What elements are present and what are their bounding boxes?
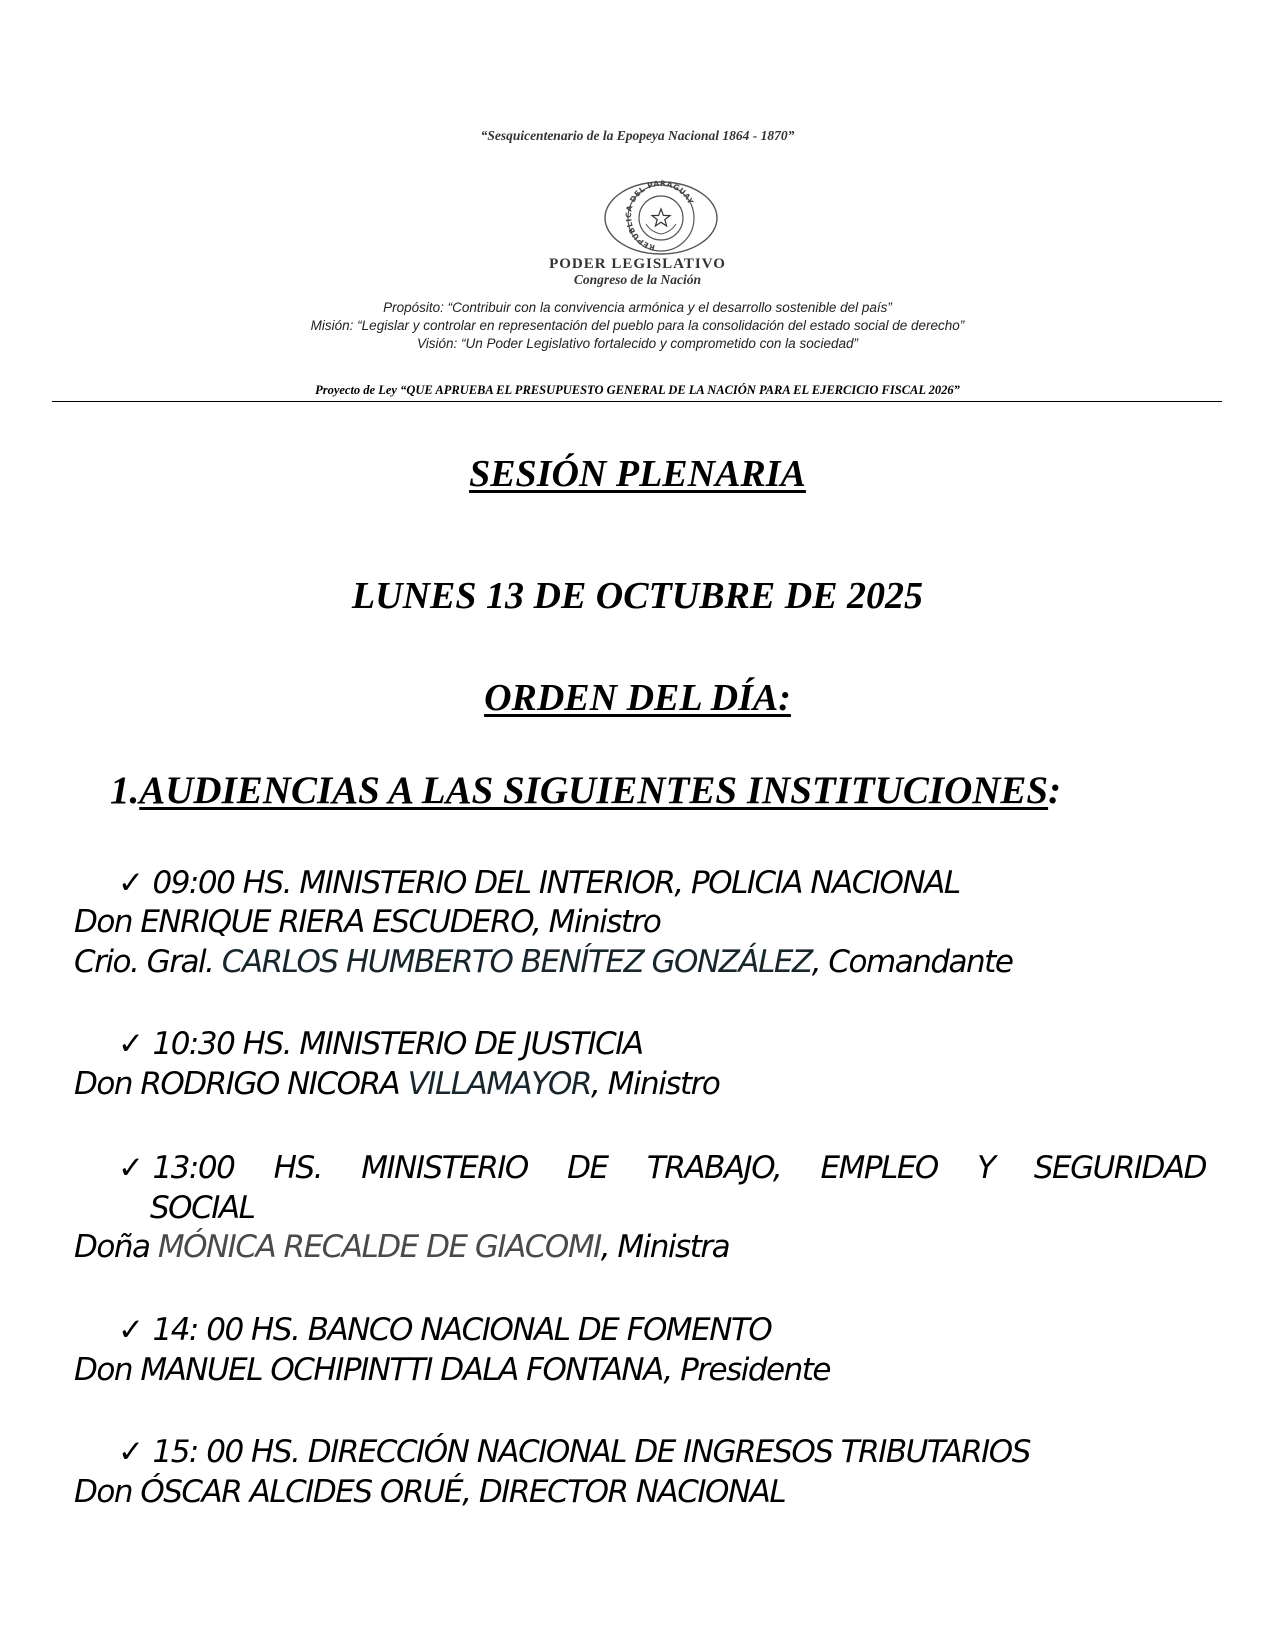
agenda-title xyxy=(0,676,1275,720)
session-title xyxy=(0,452,1275,496)
check-icon: ✓ xyxy=(118,1150,143,1186)
bill-title: Proyecto de Ley “QUE APRUEBA EL PRESUPUESTO GENERAL DE LA NACIÓN PARA EL EJERCICIO FISCAL 2026” xyxy=(315,383,960,397)
agenda-item-official xyxy=(74,1229,730,1265)
agenda-item-heading-text: 10:30 HS. MINISTERIO DE JUSTICIA xyxy=(152,1026,643,1062)
heading-word: DE xyxy=(567,1150,608,1186)
agenda-item-official xyxy=(74,904,661,940)
official-text: Don ENRIQUE RIERA ESCUDERO, Ministro xyxy=(74,904,661,940)
session-date: LUNES 13 DE OCTUBRE DE 2025 xyxy=(351,575,924,617)
official-name: VILLAMAYOR xyxy=(407,1066,591,1102)
agenda-item-heading-continued: SOCIAL xyxy=(150,1190,255,1226)
agenda-item-heading xyxy=(118,1312,772,1348)
agenda-item-heading xyxy=(118,1434,1030,1470)
agenda-item-heading-text: 14: 00 HS. BANCO NACIONAL DE FOMENTO xyxy=(152,1312,772,1348)
check-icon: ✓ xyxy=(118,865,143,901)
vision-line: Visión: “Un Poder Legislativo fortalecido y comprometido con la sociedad” xyxy=(417,336,858,351)
section-colon: : xyxy=(1048,769,1062,812)
heading-word: SEGURIDAD xyxy=(1033,1150,1206,1186)
official-text: Don MANUEL OCHIPINTTI DALA FONTANA, Presidente xyxy=(74,1352,830,1388)
purpose-line: Propósito: “Contribuir con la convivencia armónica y el desarrollo sostenible del país” xyxy=(383,300,892,315)
official-name: CARLOS HUMBERTO BENÍTEZ GONZÁLEZ xyxy=(221,944,812,980)
official-text: Don ÓSCAR ALCIDES ORUÉ, DIRECTOR NACIONAL xyxy=(74,1474,786,1510)
organization-name: PODER LEGISLATIVO xyxy=(549,256,726,272)
session-title-text: SESIÓN PLENARIA xyxy=(469,453,806,495)
motto: “Sesquicentenario de la Epopeya Nacional 1864 - 1870” xyxy=(480,128,795,143)
heading-word: MINISTERIO xyxy=(361,1150,528,1186)
agenda-item-heading-text: 09:00 HS. MINISTERIO DEL INTERIOR, POLICIA NACIONAL xyxy=(152,865,960,901)
agenda-item-heading xyxy=(118,1150,1206,1186)
agenda-item-official xyxy=(74,1066,720,1102)
organization-subtitle: Congreso de la Nación xyxy=(573,272,702,287)
agenda-title-text: ORDEN DEL DÍA: xyxy=(484,677,791,719)
check-icon: ✓ xyxy=(118,1026,143,1062)
section-number: 1. xyxy=(110,769,140,812)
official-role: , Ministra xyxy=(600,1229,730,1265)
mission-line: Misión: “Legislar y controlar en representación del pueblo para la consolidación del estado social de derecho” xyxy=(310,318,965,333)
official-role: , Ministro xyxy=(590,1066,720,1102)
official-name: MÓNICA RECALDE DE GIACOMI xyxy=(157,1229,601,1265)
agenda-item-official xyxy=(74,1474,786,1510)
agenda-item-heading-text: 15: 00 HS. DIRECCIÓN NACIONAL DE INGRESOS TRIBUTARIOS xyxy=(152,1434,1030,1470)
heading-word: Y xyxy=(977,1150,995,1186)
check-icon: ✓ xyxy=(118,1434,143,1470)
header-divider xyxy=(52,401,1222,402)
svg-text:REPUBLICA DEL PARAGUAY: REPUBLICA DEL PARAGUAY xyxy=(623,180,696,253)
agenda-item-heading xyxy=(118,1026,643,1062)
official-prefix: Crio. Gral. xyxy=(74,944,222,980)
check-icon: ✓ xyxy=(118,1312,143,1348)
heading-word: HS. xyxy=(273,1150,322,1186)
official-role: , Comandante xyxy=(811,944,1013,980)
heading-word: EMPLEO xyxy=(820,1150,938,1186)
agenda-item-official xyxy=(74,944,1013,980)
section-heading xyxy=(110,768,1061,813)
official-prefix: Don RODRIGO NICORA xyxy=(74,1066,408,1102)
section-title: AUDIENCIAS A LAS SIGUIENTES INSTITUCIONES xyxy=(139,769,1049,812)
heading-word: TRABAJO, xyxy=(646,1150,782,1186)
heading-word: ✓ 13:00 xyxy=(118,1150,235,1186)
agenda-item-heading xyxy=(118,865,960,901)
official-prefix: Doña xyxy=(74,1229,158,1265)
national-seal-icon xyxy=(603,180,719,256)
agenda-item-official xyxy=(74,1352,830,1388)
